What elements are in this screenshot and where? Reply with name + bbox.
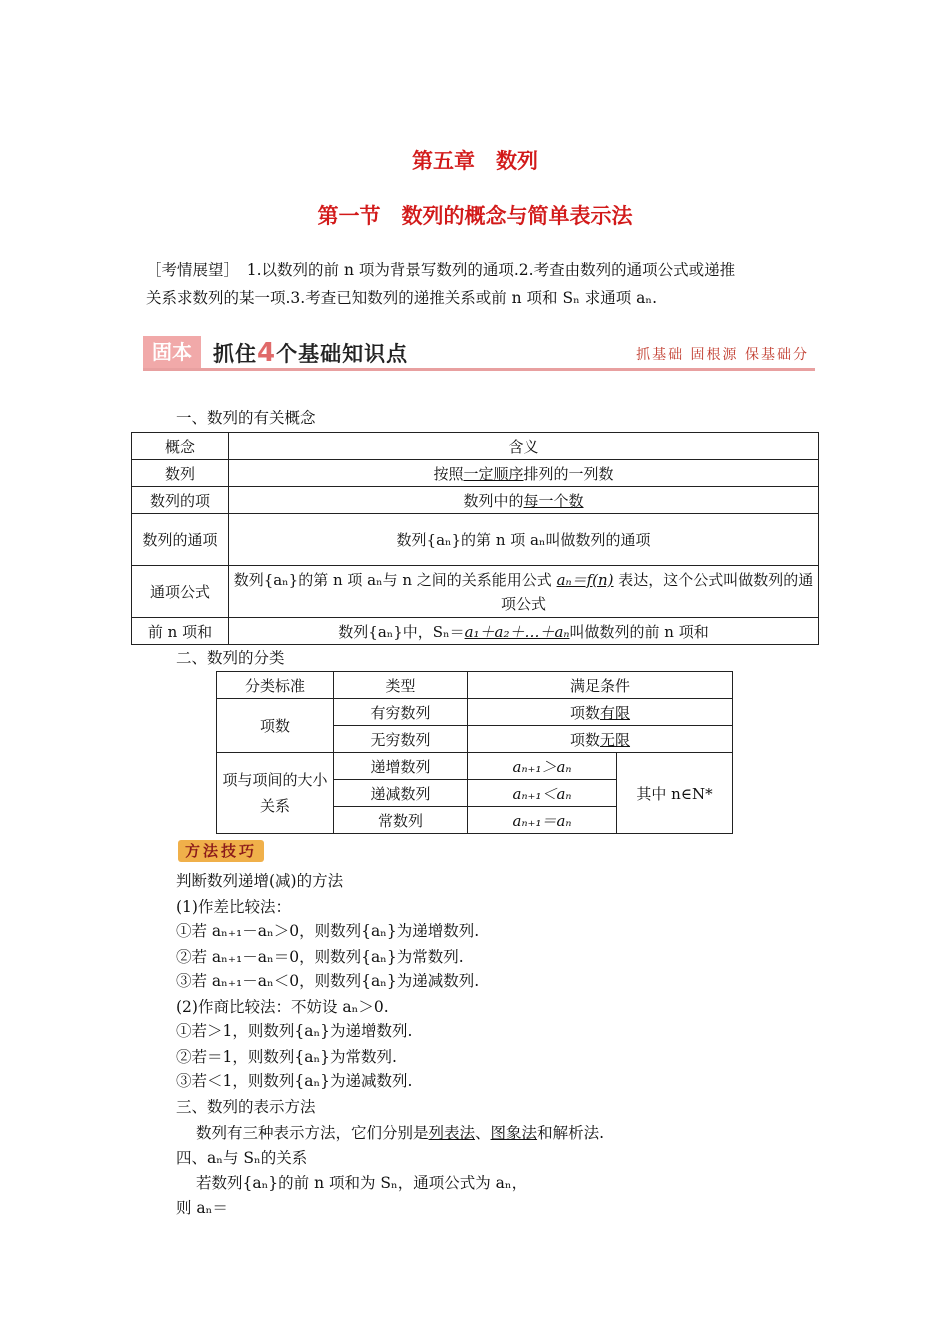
method-line: ①若 aₙ₊₁－aₙ＞0，则数列{aₙ}为递增数列. — [176, 922, 480, 940]
section4-line2: 则 aₙ＝ — [176, 1199, 228, 1217]
group-label: 项数 — [217, 699, 334, 753]
method-line: ③若 aₙ₊₁－aₙ＜0，则数列{aₙ}为递减数列. — [176, 972, 480, 990]
table-header-row — [132, 433, 819, 460]
condition-cell: aₙ₊₁＜aₙ — [468, 780, 617, 807]
condition-cell: 项数无限 — [468, 726, 733, 753]
method-tag: 方法技巧 — [178, 840, 264, 862]
exam-outlook-line1: ［考情展望］ 1.以数列的前 n 项为背景写数列的通项.2.考查由数列的通项公式或递推 — [146, 261, 736, 279]
section3-title: 三、数列的表示方法 — [176, 1098, 316, 1116]
table-row — [217, 699, 733, 726]
concept-cell: 前 n 项和 — [132, 618, 229, 645]
classification-table — [216, 671, 733, 834]
table-row — [132, 618, 819, 645]
meaning-cell: 数列{aₙ}的第 n 项 aₙ与 n 之间的关系能用公式 aₙ＝f(n) 表达，这个公式叫做数列的通项公式 — [229, 566, 819, 618]
table-header: 类型 — [334, 672, 468, 699]
condition-cell: aₙ₊₁＞aₙ — [468, 753, 617, 780]
banner-heading: 抓住4个基础知识点 — [213, 338, 409, 368]
type-cell: 常数列 — [334, 807, 468, 834]
table-row — [132, 514, 819, 566]
section-banner — [143, 336, 815, 372]
table-row — [132, 460, 819, 487]
note-cell: 其中 n∈N* — [617, 753, 733, 834]
group-label: 项与项间的大小关系 — [217, 753, 334, 834]
table-header: 分类标准 — [217, 672, 334, 699]
table-row — [132, 487, 819, 514]
exam-outlook-line2: 关系求数列的某一项.3.考查已知数列的递推关系或前 n 项和 Sₙ 求通项 aₙ. — [146, 289, 658, 307]
method-line: (2)作商比较法：不妨设 aₙ＞0. — [176, 998, 389, 1016]
table-row — [132, 566, 819, 618]
method-line: ②若＝1，则数列{aₙ}为常数列. — [176, 1048, 397, 1066]
method-line: 判断数列递增(减)的方法 — [176, 872, 344, 890]
banner-tag: 固本 — [143, 336, 201, 368]
concept-cell: 数列 — [132, 460, 229, 487]
method-line: ②若 aₙ₊₁－aₙ＝0，则数列{aₙ}为常数列. — [176, 948, 464, 966]
concepts-table — [131, 432, 819, 645]
section1-title: 一、数列的有关概念 — [176, 409, 316, 427]
method-line: ③若＜1，则数列{aₙ}为递减数列. — [176, 1072, 413, 1090]
banner-rule — [143, 368, 815, 371]
concept-cell: 数列的通项 — [132, 514, 229, 566]
table-header: 概念 — [132, 433, 229, 460]
type-cell: 递减数列 — [334, 780, 468, 807]
table-header: 含义 — [229, 433, 819, 460]
table-row — [217, 753, 733, 780]
meaning-cell: 按照一定顺序排列的一列数 — [229, 460, 819, 487]
type-cell: 无穷数列 — [334, 726, 468, 753]
meaning-cell: 数列{aₙ}中，Sₙ＝a₁＋a₂＋…＋aₙ叫做数列的前 n 项和 — [229, 618, 819, 645]
type-cell: 有穷数列 — [334, 699, 468, 726]
concept-cell: 数列的项 — [132, 487, 229, 514]
meaning-cell: 数列{aₙ}的第 n 项 aₙ叫做数列的通项 — [229, 514, 819, 566]
section3-text: 数列有三种表示方法，它们分别是列表法、图象法和解析法. — [196, 1124, 604, 1142]
chapter-title: 第五章 数列 — [412, 149, 538, 173]
condition-cell: 项数有限 — [468, 699, 733, 726]
meaning-cell: 数列中的每一个数 — [229, 487, 819, 514]
type-cell: 递增数列 — [334, 753, 468, 780]
section-title: 第一节 数列的概念与简单表示法 — [317, 204, 633, 228]
method-line: ①若＞1，则数列{aₙ}为递增数列. — [176, 1022, 413, 1040]
condition-cell: aₙ₊₁＝aₙ — [468, 807, 617, 834]
table-header: 满足条件 — [468, 672, 733, 699]
table-header-row — [217, 672, 733, 699]
section4-title: 四、aₙ与 Sₙ的关系 — [176, 1149, 308, 1167]
section4-line1: 若数列{aₙ}的前 n 项和为 Sₙ，通项公式为 aₙ， — [196, 1174, 528, 1192]
section2-title: 二、数列的分类 — [176, 649, 285, 667]
concept-cell: 通项公式 — [132, 566, 229, 618]
method-line: (1)作差比较法： — [176, 898, 291, 916]
banner-slogan: 抓基础 固根源 保基础分 — [636, 347, 809, 363]
